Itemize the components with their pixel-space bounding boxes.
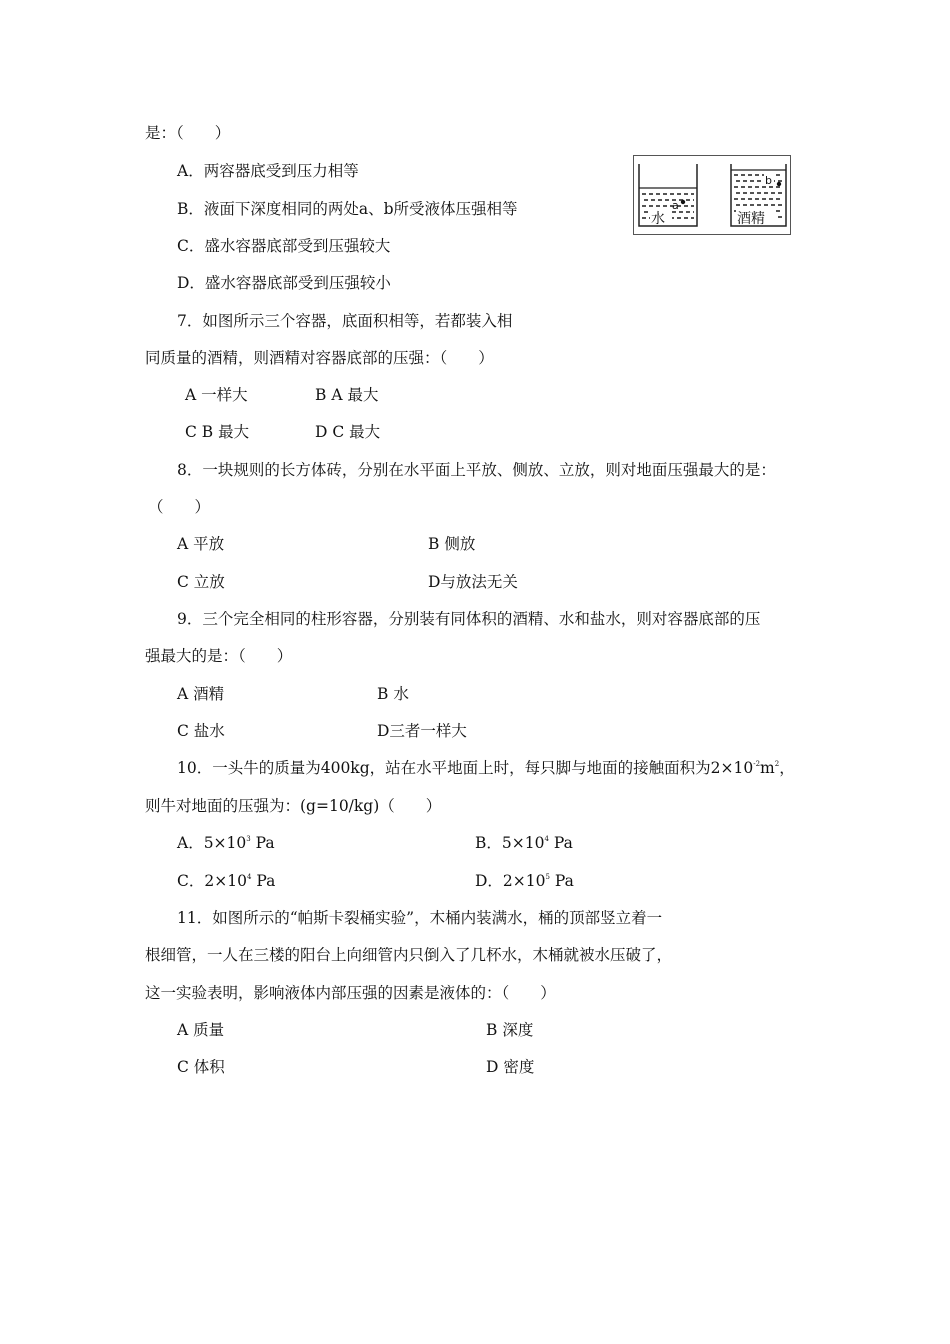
q6-stem-tail: 是：（ ） [145,124,231,142]
q7-option-d: D C 最大 [315,423,381,441]
point-a-label: a [672,199,679,212]
q10-unit: m [760,759,775,777]
q10-line1-end: ， [779,759,795,777]
point-b-label: b [765,174,772,187]
containers-figure [633,155,791,235]
q6-option-c: C．盛水容器底部受到压强较大 [177,237,391,255]
q9-option-b: B 水 [377,685,409,703]
q11-option-a: A 质量 [177,1021,225,1039]
containers-drawing [634,156,790,234]
q7-line1: 7．如图所示三个容器，底面积相等，若都装入相 [177,312,513,330]
q10-option-d-base: D．2×10 [475,872,546,890]
q10-unit-exponent: 2 [774,760,780,768]
q8-option-d: D与放法无关 [428,573,518,591]
alcohol-container [731,164,786,227]
q10-option-c-unit: Pa [251,872,276,890]
q11-option-b: B 深度 [486,1021,534,1039]
q10-option-c-exp: 4 [246,873,252,881]
q8-line1: 8．一块规则的长方体砖，分别在水平面上平放、侧放、立放，则对地面压强最大的是： [177,461,776,479]
q10-option-d-unit: Pa [549,872,574,890]
q10-option-c-base: C．2×10 [177,872,247,890]
water-container [639,164,697,227]
q10-option-a [177,833,275,853]
q8-option-a: A 平放 [177,535,225,553]
q10-option-b-exp: 4 [544,835,549,843]
q10-option-a-unit: Pa [250,834,275,852]
q11-line2: 根细管，一人在三楼的阳台上向细管内只倒入了几杯水，木桶就被水压破了， [145,946,673,964]
q6-option-d: D．盛水容器底部受到压强较小 [177,274,391,292]
q8-option-b: B 侧放 [428,535,476,553]
q10-option-a-exp: 3 [246,835,251,843]
q10-option-c [177,871,275,891]
q6-option-b: B．液面下深度相同的两处a、b所受液体压强相等 [177,200,518,218]
q9-option-d: D三者一样大 [377,722,467,740]
q9-option-a: A 酒精 [177,685,225,703]
q7-option-b: B A 最大 [315,386,379,404]
q6-option-a: A．两容器底受到压力相等 [177,162,359,180]
q10-option-b-unit: Pa [548,834,573,852]
q10-option-d-exp: 5 [545,873,550,881]
q8-line2: （ ） [148,498,211,516]
q7-option-c: C B 最大 [185,423,250,441]
q11-line1: 11．如图所示的“帕斯卡裂桶实验”，木桶内装满水，桶的顶部竖立着一 [177,909,663,927]
q11-line3: 这一实验表明，影响液体内部压强的因素是液体的：（ ） [145,984,556,1002]
q10-line1 [177,758,795,778]
q9-option-c: C 盐水 [177,722,225,740]
q10-option-b [475,833,573,853]
q11-option-d: D 密度 [486,1058,535,1076]
q7-option-a: A 一样大 [185,386,248,404]
q7-line2: 同质量的酒精，则酒精对容器底部的压强：（ ） [145,349,494,367]
water-label: 水 [651,211,665,227]
q10-exponent: -2 [753,760,761,768]
q9-line1: 9．三个完全相同的柱形容器，分别装有同体积的酒精、水和盐水，则对容器底部的压 [177,610,761,628]
q9-line2: 强最大的是：（ ） [145,647,293,665]
q8-option-c: C 立放 [177,573,225,591]
q10-option-b-base: B．5×10 [475,834,545,852]
alcohol-label: 酒精 [737,211,765,227]
q10-line2: 则牛对地面的压强为：(g=10/kg)（ ） [145,797,442,815]
q11-option-c: C 体积 [177,1058,225,1076]
q10-line1-text: 10．一头牛的质量为400kg，站在水平地面上时，每只脚与地面的接触面积为2×10 [177,759,754,777]
q10-option-d [475,871,574,891]
q10-option-a-base: A．5×10 [177,834,247,852]
